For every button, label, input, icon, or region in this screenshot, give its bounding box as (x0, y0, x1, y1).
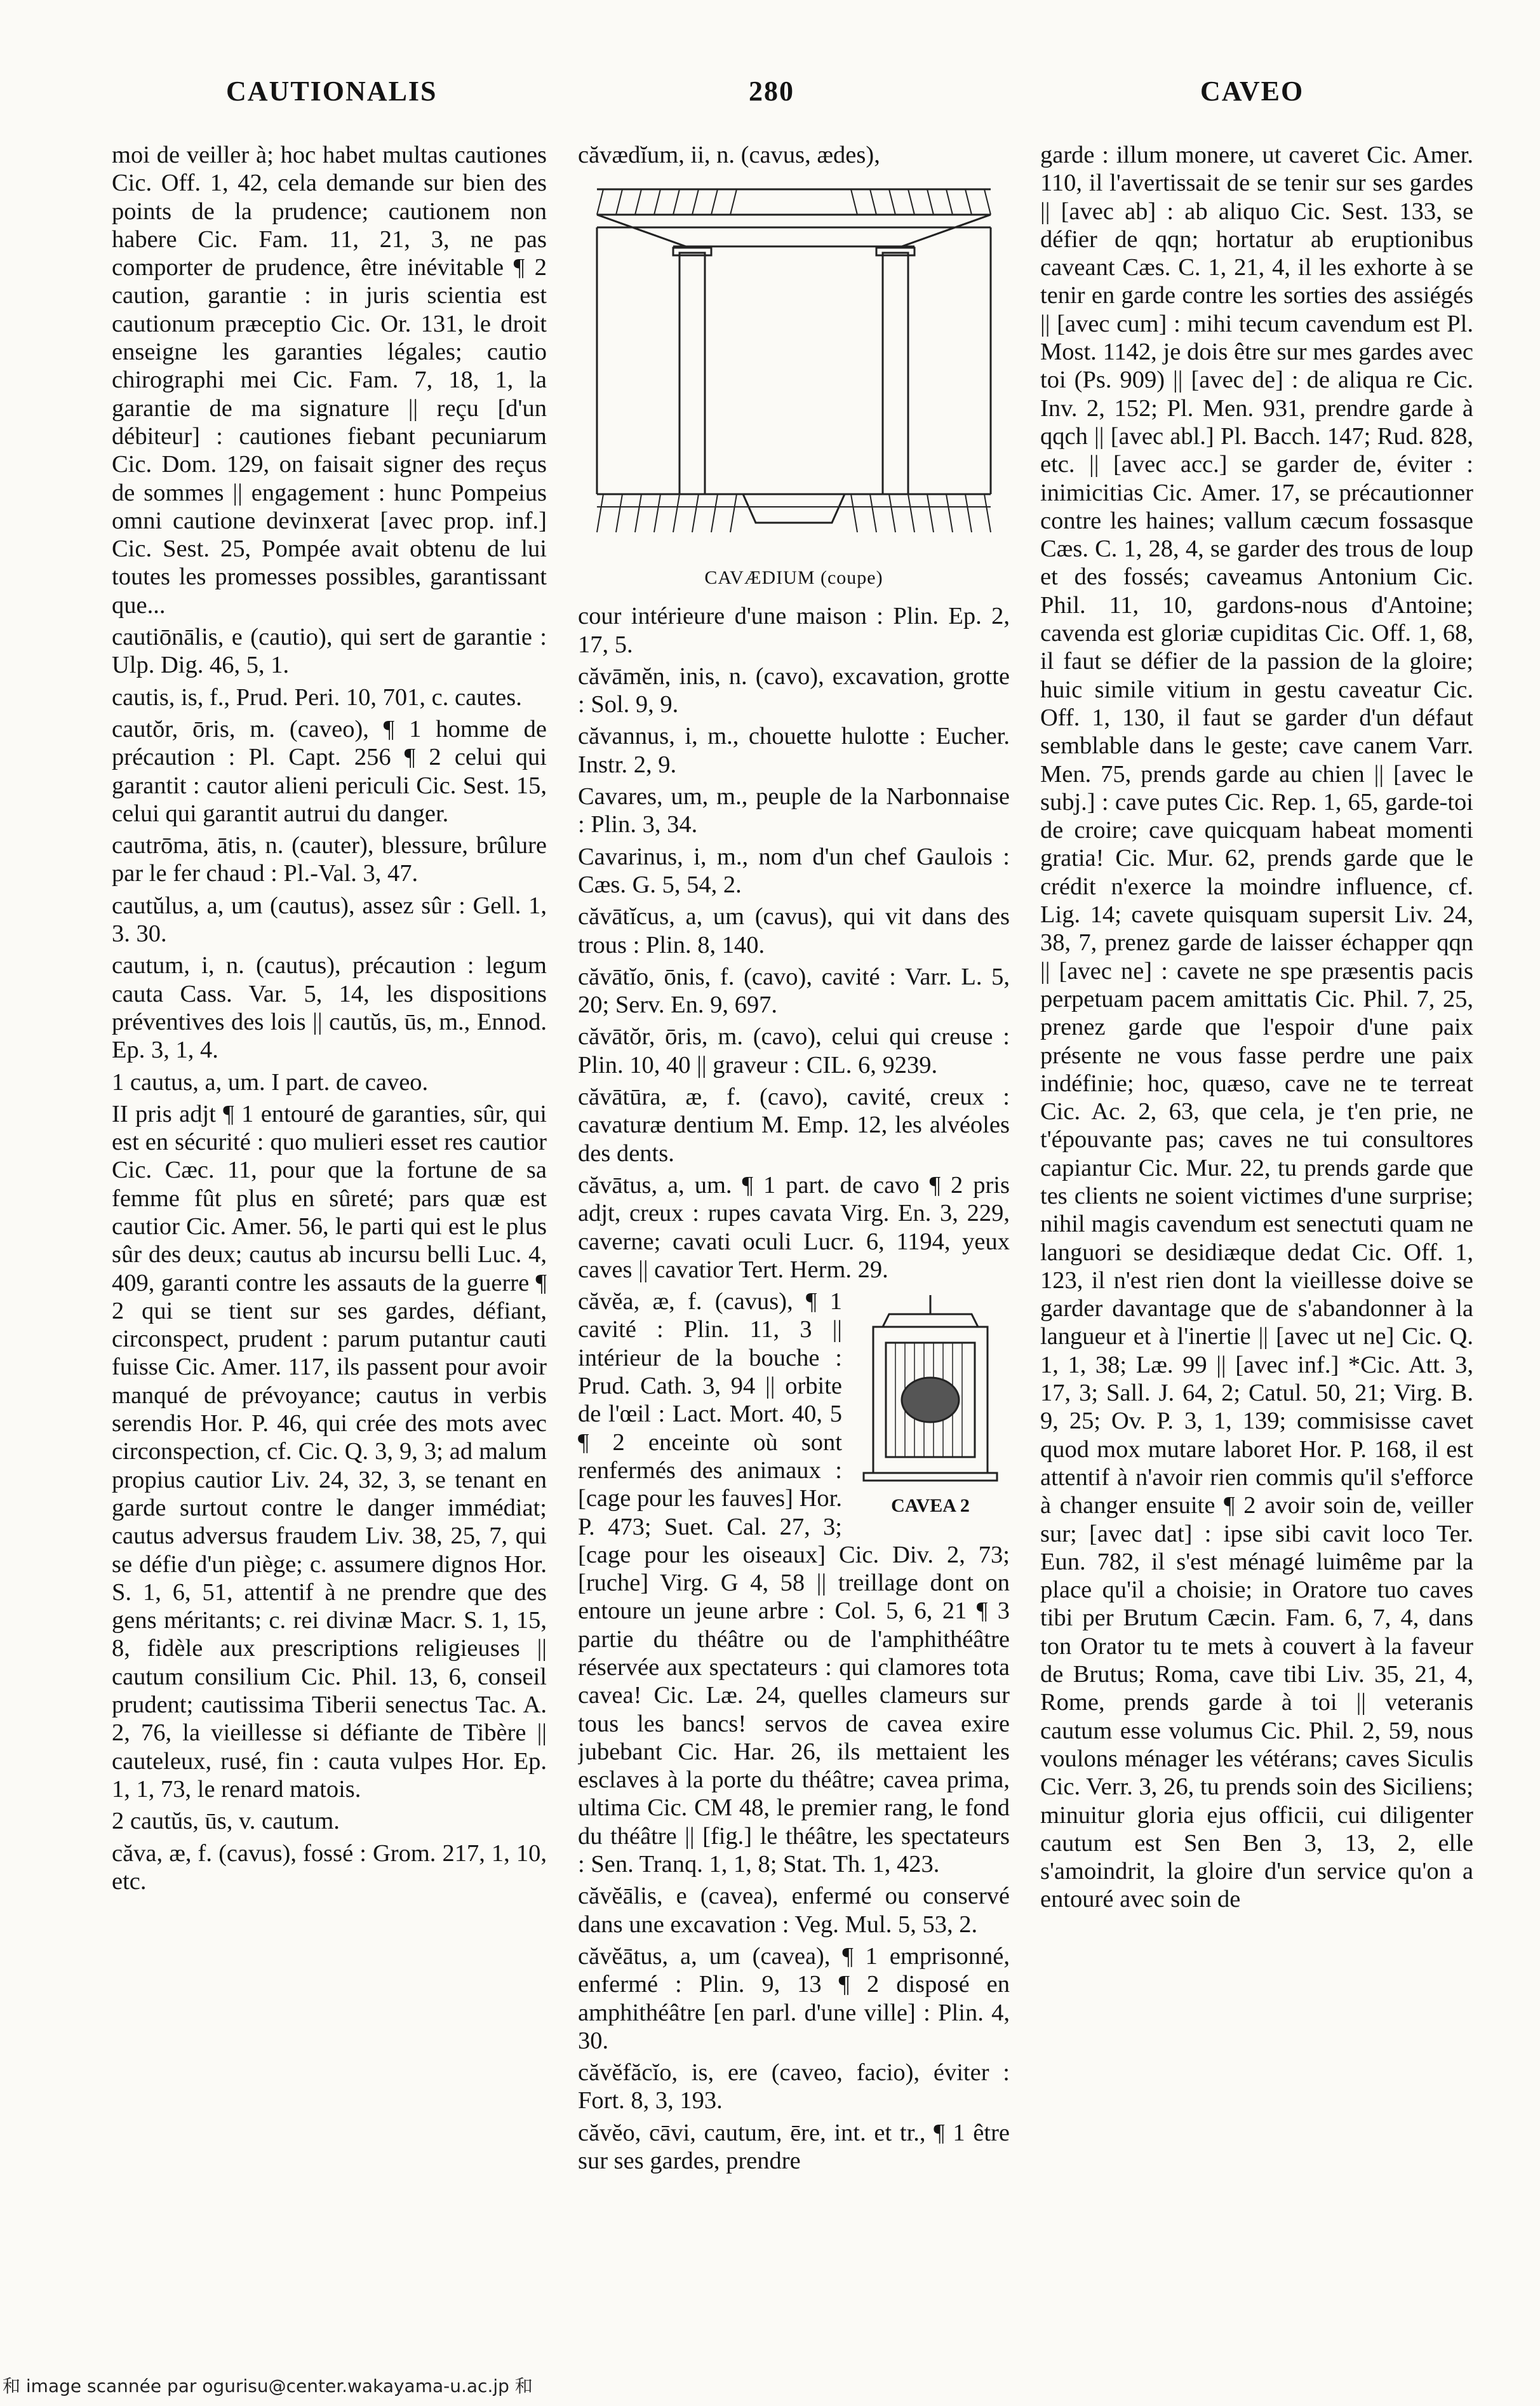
dictionary-entry: căvĕālis, e (cavea), enfermé ou conservé dans une excavation : Veg. Mul. 5, 53, 2. (578, 1883, 1010, 1938)
column-right (1040, 141, 1473, 2320)
cavea-illustration (851, 1289, 1010, 1486)
dictionary-entry: cautŭlus, a, um (cautus), assez sûr : Gell. 1, 3. 30. (112, 892, 547, 948)
dictionary-entry: cautrōma, ātis, n. (cauter), blessure, brûlure par le fer chaud : Pl.-Val. 3, 47. (112, 832, 547, 887)
dictionary-entry: căvĕātus, a, um (cavea), ¶ 1 emprisonné, enfermé : Plin. 9, 13 ¶ 2 disposé en amphithéâtre [en parl. d'une ville] : Plin. 4, 30. (578, 1942, 1010, 2054)
running-head-left: CAUTIONALIS (226, 76, 438, 107)
running-head-right: CAVEO (1200, 76, 1304, 107)
dictionary-entry: 1 cautus, a, um. I part. de caveo. (112, 1068, 429, 1096)
dictionary-entry-caveo-continuation: garde : illum monere, ut caveret Cic. Amer. 110, il l'avertissait de se tenir sur ses gardes || [avec ab] : ab aliquo Cic. Sest. 133, se défier de qqn; hortatur ab eruptionibus caveant Cæs. C. 1, 21, 4, il les exhorte à se tenir en garde contre les sorties des assiégés || [avec cum] : mihi tecum cavendum est Pl. Most. 1142, je dois être sur mes gardes avec toi (Ps. 909) || [avec de] : de aliqua re Cic. Inv. 2, 152; Pl. Men. 931, prendre garde à qqch || [avec abl.] Pl. Bacch. 147; Rud. 828, etc. || [avec acc.] se garder de, éviter : inimicitias Cic. Amer. 17, se précautionner contre les haines; vallum cæcum fossasque Cæs. C. 1, 28, 4, se garder des trous de loup et des fossés; caveamus Antonium Cic. Phil. 11, 10, gardons-nous d'Antoine; cavenda est gloriæ cupiditas Cic. Off. 1, 68, il faut se défier de la passion de la gloire; huic simile vitium in gestu caveatur Cic. Off. 1, 130, il faut se garder d'un défaut semblable dans le geste; cave canem Varr. Men. 75, prends garde au chien || [avec le subj.] : cave putes Cic. Rep. 1, 65, garde-toi de croire; cave quicquam habeat momenti gratia! Cic. Mur. 62, prends garde que le crédit n'exerce la moindre influence, cf. Lig. 14; cavete quisquam supersit Liv. 24, 38, 7, prenez garde de laisser échapper qqn || [avec ne] : cavete ne spe præsentis pacis perpetuam pacem amittatis Cic. Phil. 7, 25, prenez garde que l'espoir d'une paix présente ne vous fasse perdre une paix indéfinie; hoc, quæso, cave ne te terreat Cic. Ac. 2, 63, que cela, je t'en prie, ne t'épouvante pas; caves ne tui consultores capiantur Cic. Mur. 22, tu prends garde que tes clients ne soient victimes d'une surprise; nihil magis cavendum est senectuti quam ne languori se desidiæque dedat Cic. Off. 1, 123, il n'est rien dont la vieillesse doive se garder davantage que de s'abandonner à la langueur et à l'inertie || [avec ut ne] Cic. Q. 1, 1, 38; Læ. 99 || [avec inf.] *Cic. Att. 3, 17, 3; Sall. J. 64, 2; Catul. 50, 21; Virg. B. 9, 25; Ov. P. 3, 1, 139; commisisse cavet quod mox mutare laboret Hor. P. 168, il est attentif à n'avoir rien commis qu'il s'efforce à changer ensuite ¶ 2 avoir soin de, veiller sur; [avec dat] : ipse sibi cavit loco Ter. Eun. 782, il s'est ménagé luimême par la place qu'il a choisie; in Oratore tuo caves tibi per Brutum Cæcin. Fam. 6, 7, 4, dans ton Orator tu te mets à couvert à la faveur de Brutus; Roma, cave tibi Liv. 35, 21, 4, Rome, prends garde à toi || veteranis cautum esse volumus Cic. Phil. 2, 59, nous voulons ménager les vétérans; caves Siculis Cic. Verr. 3, 26, tu prends soin des Siciliens; minuitur gloria ejus officii, cui diligenter cautum est Sen Ben 3, 13, 2, elle s'amoindrit, la gloire d'un service qu'on a entouré avec soin de (1040, 142, 1473, 1913)
page-number: 280 (749, 76, 794, 107)
dictionary-entry: moi de veiller à; hoc habet multas cautiones Cic. Off. 1, 42, cela demande sur bien des points de la prudence; cautionem non habere Cic. Fam. 11, 21, 3, ne pas comporter de prudence, être inévitable ¶ 2 caution, garantie : in juris scientia est cautionum præceptio Cic. Or. 131, le droit enseigne les garanties légales; cautio chirographi mei Cic. Fam. 7, 18, 1, la garantie de ma signature || reçu [d'un débiteur] : cautiones fiebant pecuniarum Cic. Dom. 129, on faisait signer des reçus de sommes || engagement : hunc Pompeius omni cautione devinxerat [avec prop. inf.] Cic. Sest. 25, Pompée avait obtenu de lui toutes les promesses possibles, garantissant que... (112, 142, 547, 619)
dictionary-entry-cavaedium: căvædĭum, ii, n. (cavus, ædes), (578, 142, 880, 168)
column-middle (578, 141, 1010, 2320)
dictionary-entry: căvātūra, æ, f. (cavo), cavité, creux : cavaturæ dentium M. Emp. 12, les alvéoles des dents. (578, 1084, 1010, 1167)
dictionary-entry: căvātŏr, ōris, m. (cavo), celui qui creuse : Plin. 10, 40 || graveur : CIL. 6, 9239. (578, 1023, 1010, 1079)
dictionary-entry: căvannus, i, m., chouette hulotte : Eucher. Instr. 2, 9. (578, 723, 1010, 778)
column-left (112, 141, 547, 2320)
dictionary-entry: căvāmĕn, inis, n. (cavo), excavation, grotte : Sol. 9, 9. (578, 662, 1010, 718)
cavaedium-illustration (584, 177, 1003, 564)
scan-credit-footer: 和 image scannée par ogurisu@center.wakayama-u.ac.jp 和 (3, 2376, 533, 2396)
dictionary-entry: II pris adjt ¶ 1 entouré de garanties, sûr, qui est en sécurité : quo mulieri esset res cautior Cic. Cæc. 11, pour que la fortune de sa femme fût plus en sûreté; pars quæ est cautior Cic. Amer. 56, le parti qui est le plus sûr des deux; cautus ab incursu belli Luc. 4, 409, garanti contre les assauts de la guerre ¶ 2 qui se tient sur ses gardes, défiant, circonspect, prudent : parum putantur cauti fuisse Cic. Amer. 117, ils passent pour avoir manqué de prévoyance; cautus in verbis serendis Hor. P. 46, qui crée des mots avec circonspection, cf. Cic. Q. 3, 9, 3; ad malum propius cautior Liv. 24, 32, 3, se tenant en garde surtout contre le danger immédiat; cautus adversus fraudem Liv. 38, 25, 7, qui se défie d'un piège; c. assumere dignos Hor. S. 1, 6, 51, attentif à ne prendre que des gens méritants; c. rei divinæ Macr. S. 1, 15, 8, fidèle aux prescriptions religieuses || cautum consilium Cic. Phil. 13, 6, conseil prudent; cautissima Tiberii senectus Tac. A. 2, 76, la vieillesse si défiante de Tibère || cauteleux, rusé, fin : cauta vulpes Hor. Ep. 1, 1, 73, le renard matois. (112, 1100, 547, 1803)
dictionary-entry: căvātus, a, um. ¶ 1 part. de cavo ¶ 2 pris adjt, creux : rupes cavata Virg. En. 3, 229, caverne; cavati oculi Lucr. 6, 1194, yeux caves || cavatior Tert. Herm. 29. (578, 1171, 1010, 1283)
dictionary-entry: căvātĭcus, a, um (cavus), qui vit dans des trous : Plin. 8, 140. (578, 903, 1010, 958)
dictionary-entry-continuation: cour intérieure d'une maison : Plin. Ep. 2, 17, 5. (578, 603, 1010, 658)
dictionary-entry: căvātĭo, ōnis, f. (cavo), cavité : Varr. L. 5, 20; Serv. En. 9, 697. (578, 963, 1010, 1019)
dictionary-entry: cautum, i, n. (cautus), précaution : legum cauta Cass. Var. 5, 14, les dispositions préventives des lois || cautŭs, ūs, m., Ennod. Ep. 3, 1, 4. (112, 952, 547, 1064)
dictionary-entry: căvĕfăcĭo, is, ere (caveo, facio), éviter : Fort. 8, 3, 193. (578, 2059, 1010, 2114)
dictionary-entry: cautis, is, f., Prud. Peri. 10, 701, c. cautes. (112, 683, 522, 711)
cavaedium-figure (584, 177, 1003, 596)
dictionary-entry: Cavarinus, i, m., nom d'un chef Gaulois : Cæs. G. 5, 54, 2. (578, 843, 1010, 898)
dictionary-entry: căva, æ, f. (cavus), fossé : Grom. 217, 1, 10, etc. (112, 1839, 547, 1895)
dictionary-entry-cavea: căvĕa, æ, f. (cavus), ¶ 1 cavité : Plin. 11, 3 || intérieur de la bouche : Prud. Cath. 3, 94 || orbite de l'œil : Lact. Mort. 40, 5 ¶ 2 enceinte où sont renfermés des animaux : [cage pour les fauves] Hor. P. 473; Suet. Cal. 27, 3; [cage pour les oiseaux] Cic. Div. 2, 73; [ruche] Virg. G 4, 58 || treillage dont on entoure un jeune arbre : Col. 5, 6, 21 ¶ 3 partie du théâtre ou de l'amphithéâtre réservée aux spectateurs : qui clamores tota cavea! Cic. Læ. 24, quelles clameurs sur tous les bancs! servos de cavea exire jubebant Cic. Har. 26, ils mettaient les esclaves à la porte du théâtre; cavea prima, ultima Cic. CM 48, le premier rang, le fond du théâtre || [fig.] le théâtre, les spectateurs : Sen. Tranq. 1, 1, 8; Stat. Th. 1, 423. (578, 1288, 1010, 1878)
cavea-figure (851, 1289, 1010, 1517)
dictionary-entry: 2 cautŭs, ūs, v. cautum. (112, 1808, 340, 1835)
dictionary-entry: cautiōnālis, e (cautio), qui sert de garantie : Ulp. Dig. 46, 5, 1. (112, 624, 547, 679)
dictionary-entry: Cavares, um, m., peuple de la Narbonnaise : Plin. 3, 34. (578, 783, 1010, 838)
figure-caption: CAVEA 2 (891, 1495, 970, 1517)
dictionary-entry: cautŏr, ōris, m. (caveo), ¶ 1 homme de précaution : Pl. Capt. 256 ¶ 2 celui qui garantit : cautor alieni periculi Cic. Sest. 15, celui qui garantit autrui du danger. (112, 715, 547, 827)
dictionary-entry: căvĕo, cāvi, cautum, ēre, int. et tr., ¶ 1 être sur ses gardes, prendre (578, 2119, 1010, 2175)
figure-caption: CAVÆDIUM (coupe) (704, 567, 883, 589)
